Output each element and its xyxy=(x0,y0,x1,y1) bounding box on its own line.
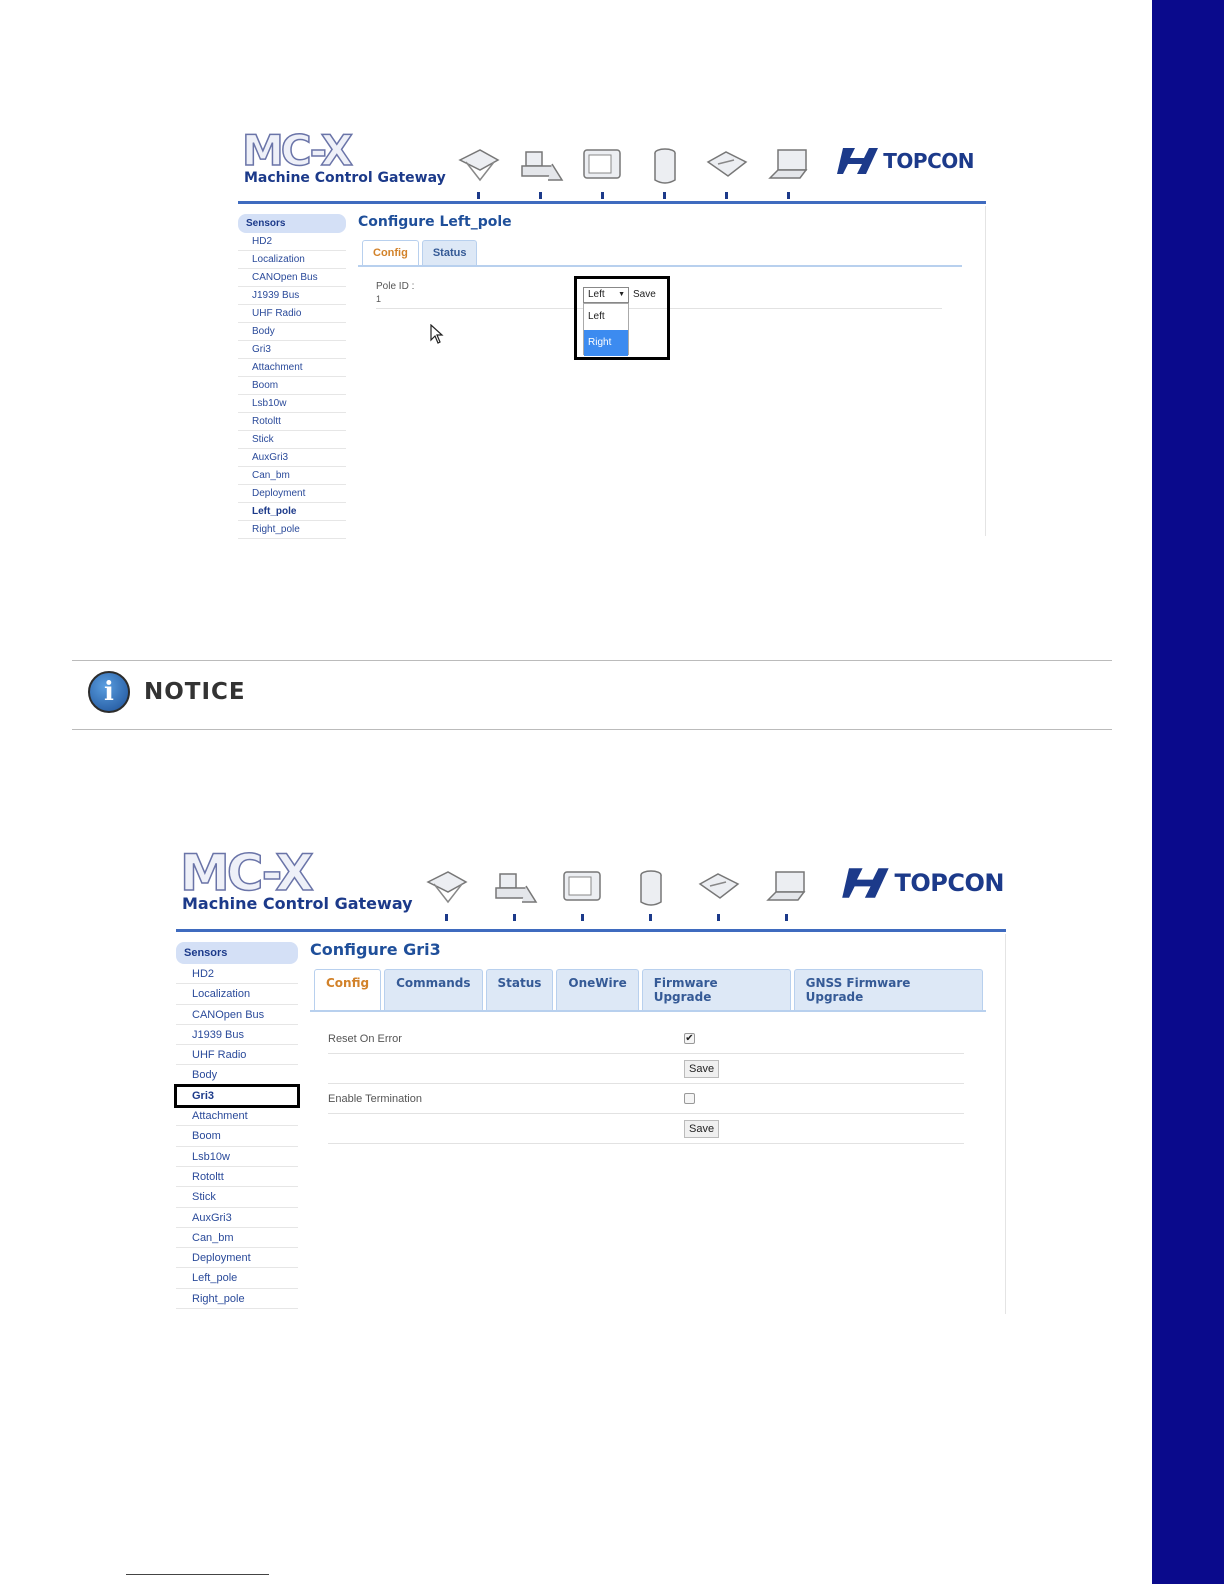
grader-blade-icon[interactable] xyxy=(456,146,502,188)
page-title: Configure Left_pole xyxy=(358,214,512,230)
dozer-icon[interactable] xyxy=(518,146,564,188)
sidebar-item-gri3[interactable]: Gri3 xyxy=(176,1086,298,1106)
sidebar-item-j1939-bus[interactable]: J1939 Bus xyxy=(238,287,346,305)
reset-on-error-row xyxy=(328,1024,964,1054)
tab-firmware-upgrade[interactable]: Firmware Upgrade xyxy=(642,969,791,1010)
laptop-icon[interactable] xyxy=(764,868,810,910)
topcon-mark-icon xyxy=(837,146,879,176)
sidebar-item-uhf-radio[interactable]: UHF Radio xyxy=(176,1045,298,1065)
sidebar-item-deployment[interactable]: Deployment xyxy=(238,485,346,503)
sidebar-item-stick[interactable]: Stick xyxy=(238,431,346,449)
sidebar-item-can-bm[interactable]: Can_bm xyxy=(176,1228,298,1248)
sidebar-item-deployment[interactable]: Deployment xyxy=(176,1248,298,1268)
notice-banner xyxy=(72,660,1112,730)
control-box-icon[interactable] xyxy=(580,146,626,188)
config-content xyxy=(346,206,986,536)
tab-bar xyxy=(358,240,962,267)
device-icons xyxy=(424,868,810,910)
sidebar-item-lsb10w[interactable]: Lsb10w xyxy=(176,1147,298,1167)
sidebar-header[interactable]: Sensors xyxy=(238,214,346,233)
page-side-bar xyxy=(1152,0,1224,1584)
sidebar-item-canopen-bus[interactable]: CANOpen Bus xyxy=(176,1005,298,1025)
mcx-logo: MC-X xyxy=(180,844,311,902)
sidebar-item-stick[interactable]: Stick xyxy=(176,1187,298,1207)
mouse-cursor-icon xyxy=(430,324,444,344)
tab-commands[interactable]: Commands xyxy=(384,969,482,1010)
app-header xyxy=(238,120,986,206)
sidebar-item-j1939-bus[interactable]: J1939 Bus xyxy=(176,1025,298,1045)
pole-id-label: Pole ID : xyxy=(376,281,415,292)
sidebar-item-boom[interactable]: Boom xyxy=(238,377,346,395)
enable-termination-row xyxy=(328,1084,964,1114)
enable-termination-checkbox[interactable] xyxy=(684,1093,695,1104)
sidebar-item-lsb10w[interactable]: Lsb10w xyxy=(238,395,346,413)
sidebar-item-body[interactable]: Body xyxy=(176,1065,298,1085)
grader-blade-icon[interactable] xyxy=(424,868,470,910)
enable-termination-label: Enable Termination xyxy=(328,1092,422,1105)
tab-config[interactable]: Config xyxy=(362,240,419,265)
save-button[interactable]: Save xyxy=(633,289,656,300)
pole-id-value: 1 xyxy=(376,294,382,304)
mcx-subtitle: Machine Control Gateway xyxy=(182,894,413,913)
app-header xyxy=(176,842,1018,934)
sidebar-item-rotoltt[interactable]: Rotoltt xyxy=(176,1167,298,1187)
sidebar-header[interactable]: Sensors xyxy=(176,942,298,964)
sidebar-item-left-pole[interactable]: Left_pole xyxy=(238,503,346,521)
sidebar-item-gri3[interactable]: Gri3 xyxy=(238,341,346,359)
tab-bar xyxy=(310,969,986,1012)
save-button-enable-termination[interactable]: Save xyxy=(684,1120,719,1138)
save-row-2 xyxy=(328,1114,964,1144)
sidebar-item-auxgri3[interactable]: AuxGri3 xyxy=(238,449,346,467)
receiver-icon[interactable] xyxy=(696,868,742,910)
sensors-sidebar xyxy=(238,206,346,539)
reset-on-error-checkbox[interactable]: ✔ xyxy=(685,1033,694,1044)
dropdown-highlight-box xyxy=(574,276,670,360)
control-box-icon[interactable] xyxy=(560,868,606,910)
sidebar-item-attachment[interactable]: Attachment xyxy=(176,1106,298,1126)
mcx-logo: MC-X xyxy=(242,126,350,175)
sidebar-item-body[interactable]: Body xyxy=(238,323,346,341)
device-icons xyxy=(456,146,812,188)
save-row-1 xyxy=(328,1054,964,1084)
tab-status[interactable]: Status xyxy=(422,240,478,265)
screenshot-configure-gri3 xyxy=(176,842,1018,1330)
page-title: Configure Gri3 xyxy=(310,940,441,959)
caret-down-icon: ▼ xyxy=(618,291,625,298)
receiver-icon[interactable] xyxy=(704,146,750,188)
tab-config[interactable]: Config xyxy=(314,969,381,1010)
dropdown-option-right[interactable]: Right xyxy=(584,330,628,356)
screenshot-configure-left-pole xyxy=(238,120,986,552)
save-button-reset-on-error[interactable]: Save xyxy=(684,1060,719,1078)
sensors-sidebar xyxy=(176,934,298,1314)
dropdown-list xyxy=(583,303,629,355)
settings-form xyxy=(328,1024,964,1144)
tab-gnss-firmware-upgrade[interactable]: GNSS Firmware Upgrade xyxy=(794,969,983,1010)
sidebar-item-localization[interactable]: Localization xyxy=(176,984,298,1004)
info-icon: i xyxy=(88,671,130,713)
sidebar-item-canopen-bus[interactable]: CANOpen Bus xyxy=(238,269,346,287)
footnote-rule xyxy=(126,1574,269,1575)
sidebar-item-attachment[interactable]: Attachment xyxy=(238,359,346,377)
sidebar-item-hd2[interactable]: HD2 xyxy=(176,964,298,984)
tab-status[interactable]: Status xyxy=(486,969,554,1010)
laptop-icon[interactable] xyxy=(766,146,812,188)
pole-side-select[interactable]: Left ▼ xyxy=(583,287,629,303)
dozer-icon[interactable] xyxy=(492,868,538,910)
reset-on-error-label: Reset On Error xyxy=(328,1032,402,1045)
sidebar-item-left-pole[interactable]: Left_pole xyxy=(176,1268,298,1288)
sidebar-item-uhf-radio[interactable]: UHF Radio xyxy=(238,305,346,323)
topcon-mark-icon xyxy=(841,866,891,900)
tab-onewire[interactable]: OneWire xyxy=(556,969,638,1010)
sidebar-item-right-pole[interactable]: Right_pole xyxy=(238,521,346,539)
config-content xyxy=(298,934,1006,1314)
dropdown-option-left[interactable]: Left xyxy=(588,311,605,322)
sidebar-item-can-bm[interactable]: Can_bm xyxy=(238,467,346,485)
sidebar-item-rotoltt[interactable]: Rotoltt xyxy=(238,413,346,431)
mcx-subtitle: Machine Control Gateway xyxy=(244,170,446,186)
sensor-cylinder-icon[interactable] xyxy=(628,868,674,910)
sidebar-item-right-pole[interactable]: Right_pole xyxy=(176,1289,298,1309)
sensor-cylinder-icon[interactable] xyxy=(642,146,688,188)
topcon-logo: TOPCON xyxy=(837,146,974,176)
sidebar-item-auxgri3[interactable]: AuxGri3 xyxy=(176,1208,298,1228)
sidebar-item-hd2[interactable]: HD2 xyxy=(238,233,346,251)
topcon-logo: TOPCON xyxy=(841,866,1004,900)
sidebar-item-boom[interactable]: Boom xyxy=(176,1126,298,1146)
sidebar-item-localization[interactable]: Localization xyxy=(238,251,346,269)
notice-label: NOTICE xyxy=(144,679,246,705)
